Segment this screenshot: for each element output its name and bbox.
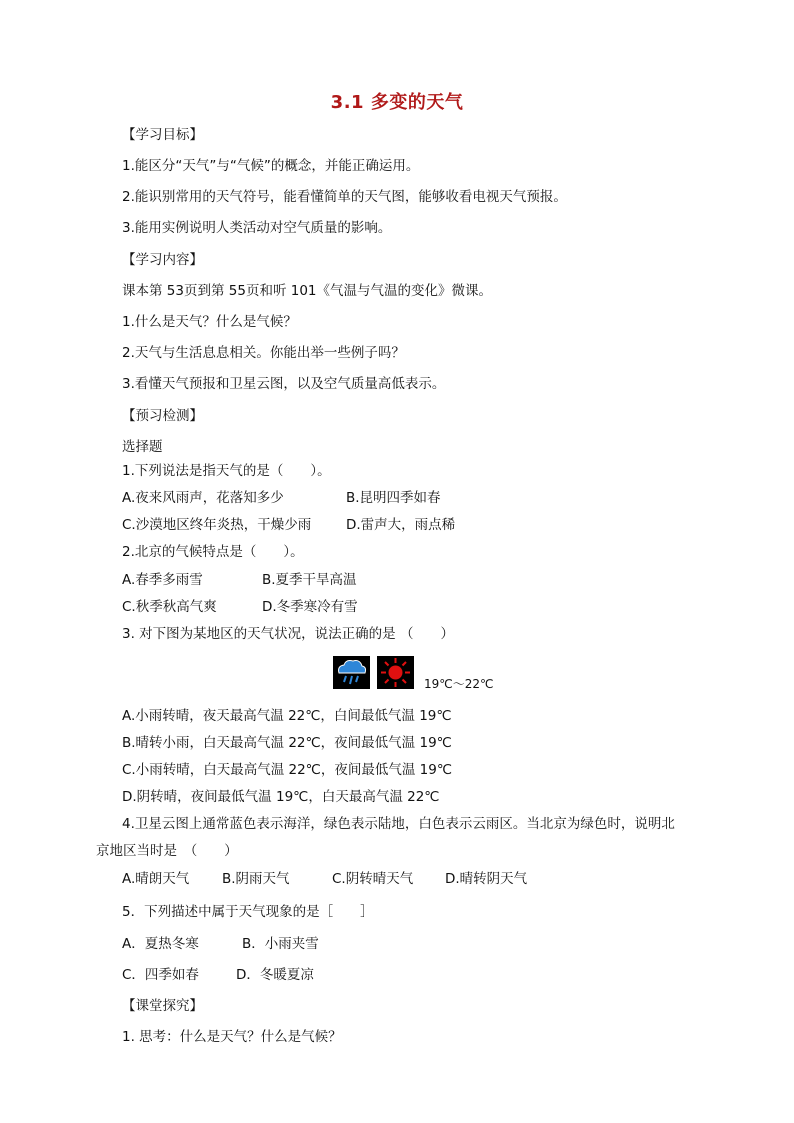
content-item: 1.什么是天气？什么是气候？ xyxy=(122,314,297,330)
sun-icon xyxy=(377,656,414,689)
q4-option-a: A.晴朗天气 xyxy=(122,871,190,887)
q1-option-c: C.沙漠地区终年炎热，干燥少雨 xyxy=(122,517,312,533)
q5-option-c: C．四季如春 xyxy=(122,967,199,983)
q2-option-d: D.冬季寒冷有雪 xyxy=(262,599,358,615)
q3-option-c: C.小雨转晴，白天最高气温 22℃，夜间最低气温 19℃ xyxy=(122,762,452,778)
q4-stem-line2: 京地区当时是 （ ） xyxy=(96,843,238,859)
q4-option-b: B.阴雨天气 xyxy=(222,871,290,887)
temperature-range: 19℃～22℃ xyxy=(424,677,494,691)
goal-item: 3.能用实例说明人类活动对空气质量的影响。 xyxy=(122,220,392,236)
q4-option-d: D.晴转阴天气 xyxy=(445,871,528,887)
q1-option-d: D.雷声大，雨点稀 xyxy=(346,517,456,533)
goal-item: 2.能识别常用的天气符号，能看懂简单的天气图，能够收看电视天气预报。 xyxy=(122,189,567,205)
q1-option-a: A.夜来风雨声，花落知多少 xyxy=(122,490,284,506)
explore-item: 1. 思考：什么是天气？什么是气候？ xyxy=(122,1029,342,1045)
q2-stem: 2.北京的气候特点是（ ）。 xyxy=(122,544,304,560)
q2-option-b: B.夏季干旱高温 xyxy=(262,572,357,588)
q2-option-a: A.春季多雨雪 xyxy=(122,572,203,588)
q3-option-b: B.晴转小雨，白天最高气温 22℃，夜间最低气温 19℃ xyxy=(122,735,452,751)
q4-option-c: C.阴转晴天气 xyxy=(332,871,414,887)
rain-cloud-icon xyxy=(333,656,370,689)
q5-option-d: D．冬暖夏凉 xyxy=(236,967,314,983)
section-header-precheck: 【预习检测】 xyxy=(122,408,203,424)
q5-option-a: A．夏热冬寒 xyxy=(122,936,199,952)
section-header-goals: 【学习目标】 xyxy=(122,127,203,143)
q5-stem: 5．下列描述中属于天气现象的是［ ］ xyxy=(122,904,374,920)
q3-stem: 3. 对下图为某地区的天气状况，说法正确的是 （ ） xyxy=(122,626,454,642)
content-item: 2.天气与生活息息相关。你能出举一些例子吗？ xyxy=(122,345,405,361)
section-header-explore: 【课堂探究】 xyxy=(122,998,203,1014)
q1-stem: 1.下列说法是指天气的是（ ）。 xyxy=(122,463,331,479)
q3-option-d: D.阴转晴，夜间最低气温 19℃，白天最高气温 22℃ xyxy=(122,789,440,805)
q1-option-b: B.昆明四季如春 xyxy=(346,490,441,506)
goal-item: 1.能区分“天气”与“气候”的概念，并能正确运用。 xyxy=(122,158,420,174)
content-intro: 课本第 53页到第 55页和听 101《气温与气温的变化》微课。 xyxy=(122,283,492,299)
q5-option-b: B．小雨夹雪 xyxy=(242,936,319,952)
q4-stem-line1: 4.卫星云图上通常蓝色表示海洋，绿色表示陆地，白色表示云雨区。当北京为绿色时，说明北 xyxy=(122,816,675,832)
q3-option-a: A.小雨转晴，夜天最高气温 22℃，白间最低气温 19℃ xyxy=(122,708,452,724)
page-title: 3.1 多变的天气 xyxy=(330,92,464,113)
section-header-content: 【学习内容】 xyxy=(122,252,203,268)
q2-option-c: C.秋季秋高气爽 xyxy=(122,599,217,615)
content-item: 3.看懂天气预报和卫星云图，以及空气质量高低表示。 xyxy=(122,376,446,392)
choice-label: 选择题 xyxy=(122,439,163,455)
